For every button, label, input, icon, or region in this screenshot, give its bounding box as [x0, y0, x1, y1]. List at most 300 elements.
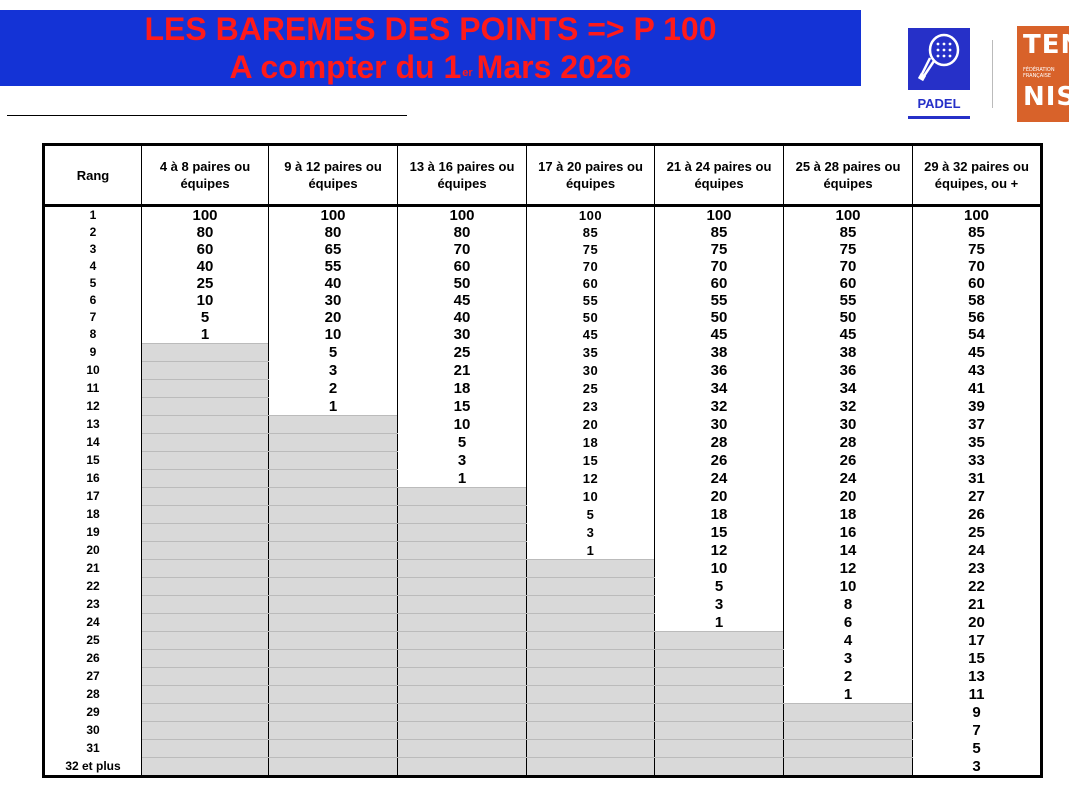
points-cell: 25 — [913, 524, 1042, 542]
empty-cell — [269, 434, 398, 452]
rank-cell: 22 — [44, 578, 142, 596]
rank-cell: 14 — [44, 434, 142, 452]
empty-cell — [142, 542, 269, 560]
column-header: 29 à 32 paires ou équipes, ou + — [913, 145, 1042, 206]
empty-cell — [398, 722, 527, 740]
points-cell: 30 — [269, 292, 398, 309]
points-cell: 3 — [269, 362, 398, 380]
table-row — [44, 452, 1042, 470]
points-cell: 85 — [913, 224, 1042, 241]
table-row — [44, 704, 1042, 722]
points-cell: 30 — [527, 362, 655, 380]
empty-cell — [655, 632, 784, 650]
points-cell: 16 — [784, 524, 913, 542]
points-cell: 28 — [655, 434, 784, 452]
padel-logo — [908, 28, 970, 121]
points-cell: 21 — [913, 596, 1042, 614]
points-table — [42, 143, 1043, 778]
points-cell: 24 — [784, 470, 913, 488]
points-cell: 25 — [142, 275, 269, 292]
points-cell: 60 — [913, 275, 1042, 292]
points-cell: 10 — [527, 488, 655, 506]
empty-cell — [398, 542, 527, 560]
table-row — [44, 686, 1042, 704]
points-cell: 43 — [913, 362, 1042, 380]
points-cell: 35 — [913, 434, 1042, 452]
fft-tennis-logo — [1017, 26, 1083, 122]
empty-cell — [269, 596, 398, 614]
points-cell: 14 — [784, 542, 913, 560]
empty-cell — [142, 380, 269, 398]
empty-cell — [269, 488, 398, 506]
empty-cell — [527, 578, 655, 596]
empty-cell — [142, 758, 269, 777]
column-header: 4 à 8 paires ou équipes — [142, 145, 269, 206]
empty-cell — [269, 632, 398, 650]
table-row — [44, 292, 1042, 309]
rank-cell: 18 — [44, 506, 142, 524]
points-cell: 36 — [784, 362, 913, 380]
empty-cell — [527, 758, 655, 777]
table-row — [44, 740, 1042, 758]
points-cell: 5 — [527, 506, 655, 524]
empty-cell — [142, 668, 269, 686]
table-row — [44, 416, 1042, 434]
points-cell: 100 — [142, 206, 269, 225]
table-row — [44, 258, 1042, 275]
empty-cell — [142, 398, 269, 416]
points-cell: 12 — [655, 542, 784, 560]
points-cell: 60 — [527, 275, 655, 292]
points-cell: 4 — [784, 632, 913, 650]
points-cell: 12 — [784, 560, 913, 578]
empty-cell — [142, 596, 269, 614]
title-line-2 — [0, 50, 861, 84]
points-cell: 54 — [913, 326, 1042, 344]
points-cell: 26 — [655, 452, 784, 470]
empty-cell — [269, 542, 398, 560]
empty-cell — [655, 722, 784, 740]
empty-cell — [784, 758, 913, 777]
points-cell: 2 — [269, 380, 398, 398]
empty-cell — [527, 614, 655, 632]
empty-cell — [398, 578, 527, 596]
empty-cell — [398, 686, 527, 704]
points-cell: 40 — [269, 275, 398, 292]
rank-cell: 31 — [44, 740, 142, 758]
points-cell: 1 — [527, 542, 655, 560]
points-cell: 45 — [913, 344, 1042, 362]
rank-cell: 8 — [44, 326, 142, 344]
empty-cell — [398, 668, 527, 686]
points-cell: 18 — [784, 506, 913, 524]
empty-cell — [269, 470, 398, 488]
empty-cell — [655, 650, 784, 668]
points-cell: 3 — [398, 452, 527, 470]
points-cell: 25 — [398, 344, 527, 362]
points-cell: 50 — [784, 309, 913, 326]
table-row — [44, 344, 1042, 362]
rank-cell: 10 — [44, 362, 142, 380]
points-cell: 75 — [784, 241, 913, 258]
points-cell: 25 — [527, 380, 655, 398]
empty-cell — [527, 740, 655, 758]
points-cell: 24 — [913, 542, 1042, 560]
empty-cell — [655, 668, 784, 686]
points-cell: 32 — [655, 398, 784, 416]
empty-cell — [269, 416, 398, 434]
rank-cell: 7 — [44, 309, 142, 326]
table-row — [44, 398, 1042, 416]
rank-cell: 28 — [44, 686, 142, 704]
empty-cell — [398, 740, 527, 758]
table-row — [44, 380, 1042, 398]
table-row — [44, 542, 1042, 560]
empty-cell — [142, 452, 269, 470]
rank-cell: 12 — [44, 398, 142, 416]
empty-cell — [527, 668, 655, 686]
tennis-logo-top: TEN — [1023, 30, 1083, 60]
points-cell: 45 — [398, 292, 527, 309]
points-cell: 30 — [655, 416, 784, 434]
points-cell: 30 — [784, 416, 913, 434]
logo-divider — [992, 40, 993, 108]
points-cell: 85 — [527, 224, 655, 241]
empty-cell — [142, 704, 269, 722]
points-cell: 1 — [398, 470, 527, 488]
points-cell: 80 — [142, 224, 269, 241]
table-row — [44, 758, 1042, 777]
title-line-2-end: Mars 2026 — [476, 49, 632, 85]
points-cell: 40 — [142, 258, 269, 275]
points-cell: 50 — [527, 309, 655, 326]
points-cell: 32 — [784, 398, 913, 416]
points-cell: 26 — [913, 506, 1042, 524]
empty-cell — [269, 578, 398, 596]
points-cell: 20 — [784, 488, 913, 506]
empty-cell — [269, 614, 398, 632]
rank-cell: 19 — [44, 524, 142, 542]
rank-cell: 30 — [44, 722, 142, 740]
points-cell: 70 — [784, 258, 913, 275]
points-cell: 20 — [913, 614, 1042, 632]
padel-underline — [908, 116, 970, 119]
empty-cell — [527, 632, 655, 650]
points-cell: 37 — [913, 416, 1042, 434]
title-line-1: LES BAREMES DES POINTS => P 100 — [144, 11, 717, 47]
empty-cell — [269, 758, 398, 777]
empty-cell — [784, 704, 913, 722]
table-row — [44, 309, 1042, 326]
points-cell: 1 — [655, 614, 784, 632]
header-rule — [7, 115, 407, 116]
points-cell: 22 — [913, 578, 1042, 596]
points-cell: 1 — [142, 326, 269, 344]
empty-cell — [655, 704, 784, 722]
empty-cell — [269, 524, 398, 542]
points-cell: 45 — [655, 326, 784, 344]
empty-cell — [398, 506, 527, 524]
column-header: 17 à 20 paires ou équipes — [527, 145, 655, 206]
empty-cell — [142, 614, 269, 632]
points-cell: 18 — [655, 506, 784, 524]
empty-cell — [142, 488, 269, 506]
points-cell: 40 — [398, 309, 527, 326]
points-cell: 100 — [269, 206, 398, 225]
points-cell: 23 — [527, 398, 655, 416]
rank-cell: 23 — [44, 596, 142, 614]
points-cell: 26 — [784, 452, 913, 470]
points-cell: 17 — [913, 632, 1042, 650]
points-cell: 1 — [784, 686, 913, 704]
points-cell: 65 — [269, 241, 398, 258]
table-row — [44, 524, 1042, 542]
empty-cell — [269, 560, 398, 578]
rank-cell: 21 — [44, 560, 142, 578]
points-cell: 8 — [784, 596, 913, 614]
points-cell: 60 — [655, 275, 784, 292]
rank-cell: 32 et plus — [44, 758, 142, 777]
points-cell: 80 — [398, 224, 527, 241]
points-cell: 11 — [913, 686, 1042, 704]
points-cell: 15 — [913, 650, 1042, 668]
points-cell: 36 — [655, 362, 784, 380]
table-body — [44, 206, 1042, 777]
table-row — [44, 275, 1042, 292]
points-cell: 70 — [913, 258, 1042, 275]
rank-cell: 29 — [44, 704, 142, 722]
points-cell: 55 — [527, 292, 655, 309]
column-header: 9 à 12 paires ou équipes — [269, 145, 398, 206]
empty-cell — [142, 416, 269, 434]
points-cell: 70 — [527, 258, 655, 275]
empty-cell — [269, 722, 398, 740]
empty-cell — [527, 596, 655, 614]
points-cell: 18 — [398, 380, 527, 398]
rank-cell: 24 — [44, 614, 142, 632]
title-banner — [0, 10, 861, 86]
points-cell: 27 — [913, 488, 1042, 506]
points-cell: 10 — [269, 326, 398, 344]
table-row — [44, 560, 1042, 578]
column-header: 21 à 24 paires ou équipes — [655, 145, 784, 206]
table-row — [44, 326, 1042, 344]
points-cell: 5 — [398, 434, 527, 452]
rank-cell: 26 — [44, 650, 142, 668]
points-cell: 21 — [398, 362, 527, 380]
table-row — [44, 722, 1042, 740]
empty-cell — [269, 704, 398, 722]
empty-cell — [142, 560, 269, 578]
empty-cell — [142, 632, 269, 650]
points-cell: 30 — [398, 326, 527, 344]
points-cell: 13 — [913, 668, 1042, 686]
table-row — [44, 506, 1042, 524]
column-header: 25 à 28 paires ou équipes — [784, 145, 913, 206]
points-cell: 100 — [527, 206, 655, 225]
empty-cell — [398, 632, 527, 650]
rank-cell: 4 — [44, 258, 142, 275]
points-cell: 3 — [784, 650, 913, 668]
empty-cell — [784, 722, 913, 740]
rank-cell: 5 — [44, 275, 142, 292]
empty-cell — [142, 362, 269, 380]
empty-cell — [527, 560, 655, 578]
points-cell: 20 — [527, 416, 655, 434]
empty-cell — [142, 434, 269, 452]
table-row — [44, 668, 1042, 686]
points-cell: 24 — [655, 470, 784, 488]
empty-cell — [398, 524, 527, 542]
rank-cell: 11 — [44, 380, 142, 398]
points-cell: 6 — [784, 614, 913, 632]
points-cell: 18 — [527, 434, 655, 452]
points-cell: 38 — [784, 344, 913, 362]
title-line-2-start: A compter du 1 — [229, 49, 462, 85]
points-cell: 100 — [398, 206, 527, 225]
rank-cell: 20 — [44, 542, 142, 560]
empty-cell — [269, 686, 398, 704]
table-row — [44, 470, 1042, 488]
points-cell: 39 — [913, 398, 1042, 416]
points-cell: 5 — [269, 344, 398, 362]
empty-cell — [142, 740, 269, 758]
points-cell: 55 — [269, 258, 398, 275]
empty-cell — [398, 758, 527, 777]
points-cell: 75 — [655, 241, 784, 258]
rank-cell: 3 — [44, 241, 142, 258]
table-row — [44, 596, 1042, 614]
points-cell: 23 — [913, 560, 1042, 578]
rank-cell: 9 — [44, 344, 142, 362]
rank-cell: 13 — [44, 416, 142, 434]
points-cell: 10 — [398, 416, 527, 434]
points-cell: 58 — [913, 292, 1042, 309]
points-cell: 45 — [527, 326, 655, 344]
points-cell: 85 — [655, 224, 784, 241]
empty-cell — [269, 506, 398, 524]
rank-cell: 2 — [44, 224, 142, 241]
points-cell: 70 — [655, 258, 784, 275]
empty-cell — [398, 650, 527, 668]
points-cell: 38 — [655, 344, 784, 362]
points-cell: 2 — [784, 668, 913, 686]
points-cell: 1 — [269, 398, 398, 416]
points-cell: 100 — [784, 206, 913, 225]
points-cell: 55 — [655, 292, 784, 309]
empty-cell — [527, 686, 655, 704]
table-row — [44, 614, 1042, 632]
points-cell: 10 — [784, 578, 913, 596]
points-cell: 34 — [655, 380, 784, 398]
empty-cell — [398, 488, 527, 506]
points-cell: 10 — [655, 560, 784, 578]
points-cell: 28 — [784, 434, 913, 452]
points-cell: 45 — [784, 326, 913, 344]
rank-cell: 6 — [44, 292, 142, 309]
points-cell: 35 — [527, 344, 655, 362]
table-row — [44, 434, 1042, 452]
padel-label: PADEL — [917, 96, 961, 111]
empty-cell — [269, 740, 398, 758]
empty-cell — [142, 650, 269, 668]
empty-cell — [142, 470, 269, 488]
empty-cell — [142, 344, 269, 362]
empty-cell — [527, 704, 655, 722]
empty-cell — [398, 560, 527, 578]
table-row — [44, 488, 1042, 506]
tennis-logo-middle: FÉDÉRATION FRANÇAISE — [1023, 67, 1055, 79]
empty-cell — [655, 686, 784, 704]
points-cell: 7 — [913, 722, 1042, 740]
points-cell: 9 — [913, 704, 1042, 722]
points-cell: 60 — [398, 258, 527, 275]
empty-cell — [142, 524, 269, 542]
tennis-logo-bottom: NIS — [1023, 82, 1077, 112]
empty-cell — [142, 722, 269, 740]
table-row — [44, 650, 1042, 668]
empty-cell — [398, 704, 527, 722]
table-header-row — [44, 145, 1042, 206]
rank-cell: 25 — [44, 632, 142, 650]
points-cell: 3 — [527, 524, 655, 542]
empty-cell — [269, 650, 398, 668]
points-cell: 56 — [913, 309, 1042, 326]
empty-cell — [398, 596, 527, 614]
points-cell: 60 — [784, 275, 913, 292]
points-cell: 34 — [784, 380, 913, 398]
table-row — [44, 224, 1042, 241]
points-cell: 5 — [913, 740, 1042, 758]
points-cell: 31 — [913, 470, 1042, 488]
table-row — [44, 632, 1042, 650]
rank-column-header: Rang — [44, 145, 142, 206]
points-cell: 15 — [398, 398, 527, 416]
points-cell: 85 — [784, 224, 913, 241]
points-cell: 20 — [655, 488, 784, 506]
points-cell: 100 — [655, 206, 784, 225]
padel-racket-icon — [908, 28, 970, 90]
empty-cell — [142, 578, 269, 596]
points-cell: 3 — [655, 596, 784, 614]
points-cell: 60 — [142, 241, 269, 258]
rank-cell: 16 — [44, 470, 142, 488]
rank-cell: 1 — [44, 206, 142, 225]
table-row — [44, 362, 1042, 380]
points-cell: 12 — [527, 470, 655, 488]
column-header: 13 à 16 paires ou équipes — [398, 145, 527, 206]
points-cell: 75 — [913, 241, 1042, 258]
empty-cell — [142, 506, 269, 524]
points-cell: 5 — [655, 578, 784, 596]
rank-cell: 27 — [44, 668, 142, 686]
points-cell: 50 — [655, 309, 784, 326]
points-cell: 20 — [269, 309, 398, 326]
title-ordinal: er — [462, 67, 473, 79]
table-row — [44, 578, 1042, 596]
table-row — [44, 241, 1042, 258]
table-row — [44, 206, 1042, 225]
points-cell: 15 — [655, 524, 784, 542]
empty-cell — [784, 740, 913, 758]
points-cell: 80 — [269, 224, 398, 241]
empty-cell — [269, 668, 398, 686]
empty-cell — [655, 740, 784, 758]
points-cell: 50 — [398, 275, 527, 292]
points-cell: 55 — [784, 292, 913, 309]
points-cell: 3 — [913, 758, 1042, 777]
points-cell: 41 — [913, 380, 1042, 398]
